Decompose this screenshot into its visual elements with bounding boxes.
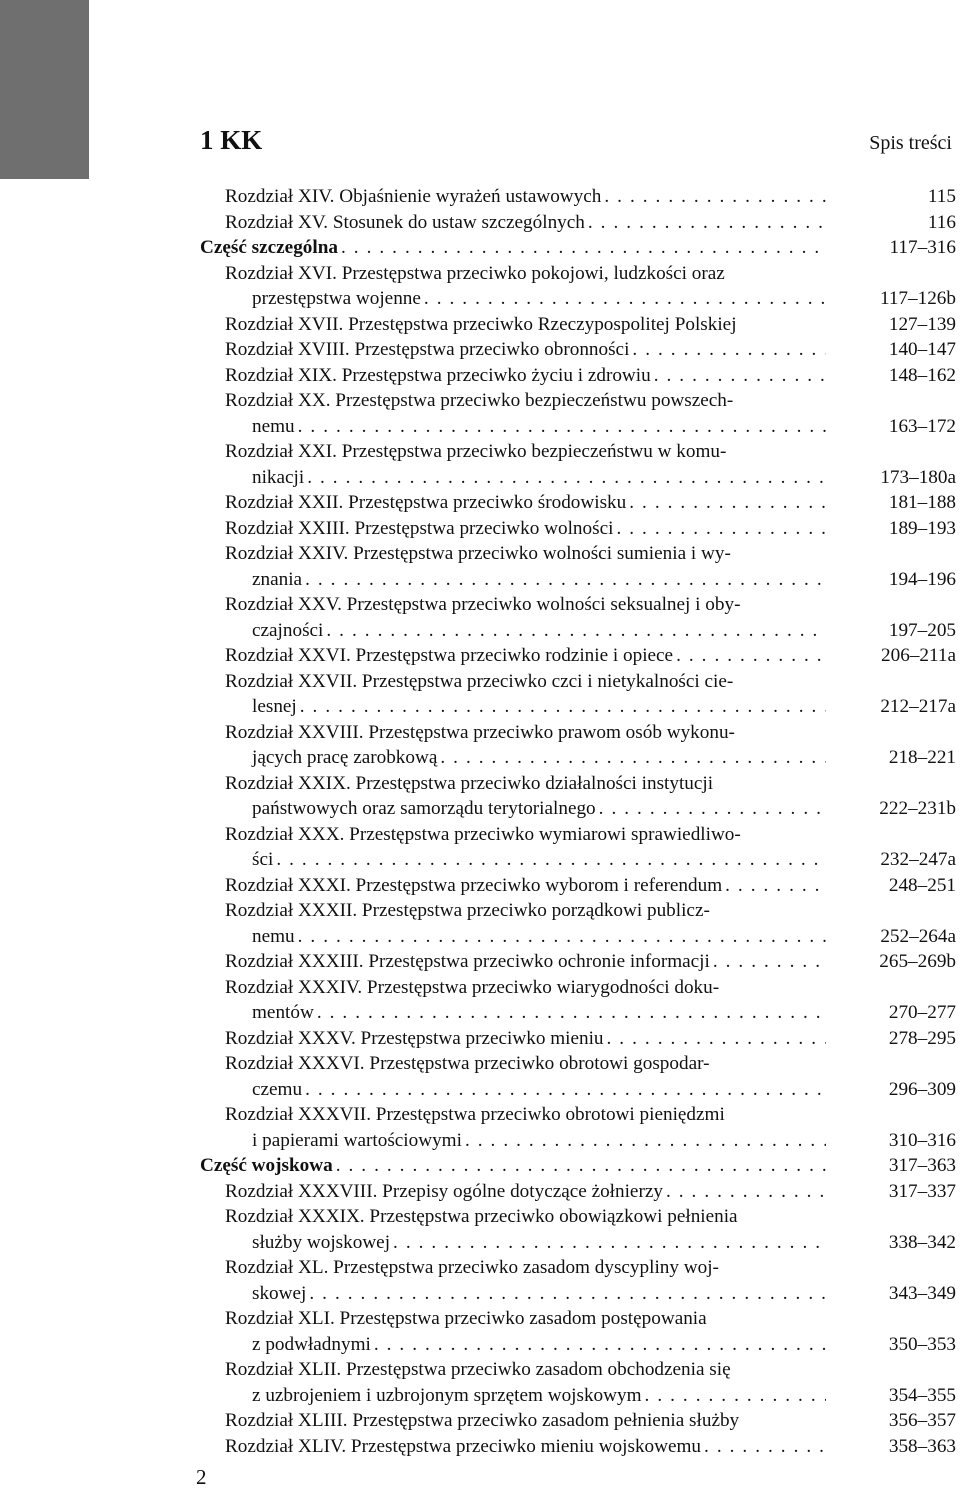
toc-chapter-entry	[200, 720, 956, 771]
toc-line	[200, 363, 956, 389]
toc-entry-pages: 206–211a	[881, 645, 956, 666]
toc-entry-pages: 265–269b	[879, 951, 956, 972]
toc-line	[200, 465, 956, 491]
dot-leader	[317, 1000, 826, 1026]
toc-chapter-entry	[200, 184, 956, 210]
toc-entry-title: Rozdział XLI. Przestępstwa przeciwko zasadom postępowania	[225, 1308, 707, 1329]
toc-entry-title: znania	[252, 568, 303, 590]
toc-line	[200, 490, 956, 516]
dot-leader	[307, 465, 826, 491]
toc-entry-pages: 197–205	[888, 619, 956, 641]
toc-entry-title: Rozdział XLIII. Przestępstwa przeciwko zasadom pełnienia służby	[225, 1410, 740, 1431]
toc-chapter-entry	[200, 337, 956, 363]
toc-chapter-entry	[200, 898, 956, 949]
toc-line	[200, 1434, 956, 1460]
toc-entry-pages: 252–264a	[880, 925, 956, 947]
toc-entry-pages: 148–162	[888, 364, 956, 386]
toc-line	[200, 1357, 956, 1383]
toc-entry-title: Rozdział XVI. Przestępstwa przeciwko pokojowi, ludzkości oraz	[225, 262, 725, 284]
toc-chapter-entry	[200, 1204, 956, 1255]
toc-entry-pages: 356–357	[888, 1410, 956, 1431]
toc-entry-pages: 317–337	[888, 1180, 956, 1202]
toc-entry-title: mentów	[252, 1002, 314, 1023]
toc-chapter-entry	[200, 261, 956, 312]
toc-chapter-entry	[200, 669, 956, 720]
toc-entry-title: Rozdział XXIII. Przestępstwa przeciwko wolności	[225, 517, 614, 539]
toc-line	[200, 1230, 956, 1256]
toc-entry-title: Rozdział XX. Przestępstwa przeciwko bezpieczeństwu powszech-	[225, 390, 734, 411]
toc-line	[200, 1332, 956, 1358]
toc-line	[200, 1153, 956, 1179]
toc-chapter-entry	[200, 1102, 956, 1153]
toc-entry-pages: 354–355	[888, 1384, 956, 1406]
toc-entry-title: z podwładnymi	[252, 1333, 371, 1355]
toc-chapter-entry	[200, 210, 956, 236]
toc-entry-title: Rozdział XXV. Przestępstwa przeciwko wolności seksualnej i oby-	[225, 594, 741, 615]
dot-leader	[305, 1077, 826, 1103]
toc-chapter-entry	[200, 312, 956, 338]
toc-entry-title: Rozdział XLII. Przestępstwa przeciwko zasadom obchodzenia się	[225, 1359, 731, 1380]
toc-entry-title: czemu	[252, 1078, 303, 1100]
toc-entry-pages: 317–363	[888, 1155, 956, 1176]
toc-line	[200, 439, 956, 465]
toc-entry-pages: 343–349	[888, 1282, 956, 1304]
toc-line	[200, 388, 956, 414]
toc-line	[200, 1026, 956, 1052]
toc-line	[200, 235, 956, 261]
toc-chapter-entry	[200, 873, 956, 899]
toc-entry-pages: 338–342	[888, 1231, 956, 1253]
toc-entry-pages: 218–221	[888, 747, 956, 768]
toc-line	[200, 898, 956, 924]
toc-entry-pages: 350–353	[888, 1333, 956, 1355]
toc-line	[200, 949, 956, 975]
toc-chapter-entry	[200, 541, 956, 592]
toc-entry-title: Rozdział XXXIV. Przestępstwa przeciwko wiarygodności doku-	[225, 976, 720, 998]
toc-entry-title: Rozdział XXXIII. Przestępstwa przeciwko ochronie informacji	[225, 951, 710, 972]
toc-entry-title: Rozdział XXI. Przestępstwa przeciwko bezpieczeństwu w komu-	[225, 441, 727, 462]
toc-entry-title: służby wojskowej	[252, 1231, 391, 1253]
toc-entry-title: Rozdział XXVIII. Przestępstwa przeciwko prawom osób wykonu-	[225, 721, 735, 743]
dot-leader	[616, 516, 826, 542]
toc-line	[200, 592, 956, 618]
dot-leader	[298, 924, 826, 950]
toc-line	[200, 1383, 956, 1409]
toc-entry-pages: 296–309	[888, 1078, 956, 1100]
toc-entry-title: Rozdział XXVII. Przestępstwa przeciwko czci i nietykalności cie-	[225, 670, 734, 692]
dot-leader	[604, 184, 826, 210]
toc-line	[200, 873, 956, 899]
toc-line	[200, 796, 956, 822]
dot-leader	[713, 949, 826, 975]
dot-leader	[336, 1153, 826, 1179]
dot-leader	[607, 1026, 826, 1052]
toc-line	[200, 184, 956, 210]
gray-thumb-tab	[0, 0, 89, 179]
toc-entry-title: Rozdział XV. Stosunek do ustaw szczególnych	[225, 211, 585, 233]
toc-line	[200, 1408, 956, 1434]
toc-line	[200, 1000, 956, 1026]
toc-chapter-entry	[200, 1026, 956, 1052]
toc-chapter-entry	[200, 822, 956, 873]
toc-line	[200, 822, 956, 848]
toc-entry-title: Rozdział XXIV. Przestępstwa przeciwko wolności sumienia i wy-	[225, 543, 731, 564]
toc-entry-title: czajności	[252, 619, 324, 641]
toc-chapter-entry	[200, 388, 956, 439]
toc-entry-title: Rozdział XXXV. Przestępstwa przeciwko mieniu	[225, 1027, 604, 1049]
toc-entry-pages: 116	[927, 211, 956, 233]
toc-entry-title: Rozdział XXX. Przestępstwa przeciwko wymiarowi sprawiedliwo-	[225, 823, 741, 845]
page-number: 2	[196, 1465, 207, 1489]
toc-line	[200, 618, 956, 644]
toc-entry-title: Rozdział XVIII. Przestępstwa przeciwko obronności	[225, 339, 630, 360]
table-of-contents	[200, 184, 956, 1459]
toc-line	[200, 924, 956, 950]
toc-chapter-entry	[200, 1306, 956, 1357]
dot-leader	[645, 1383, 826, 1409]
dot-leader	[309, 1281, 826, 1307]
toc-entry-title: Rozdział XXXVI. Przestępstwa przeciwko obrotowi gospodar-	[225, 1053, 710, 1074]
toc-entry-pages: 181–188	[888, 492, 956, 513]
toc-line	[200, 1179, 956, 1205]
toc-entry-title: Rozdział XXIX. Przestępstwa przeciwko działalności instytucji	[225, 772, 714, 794]
dot-leader	[588, 210, 826, 236]
toc-chapter-entry	[200, 439, 956, 490]
toc-line	[200, 771, 956, 797]
toc-entry-title: Część szczególna	[200, 237, 338, 258]
dot-leader	[632, 337, 826, 363]
dot-leader	[326, 618, 826, 644]
dot-leader	[704, 1434, 826, 1460]
toc-entry-pages: 310–316	[888, 1129, 956, 1151]
toc-entry-pages: 140–147	[888, 339, 956, 360]
toc-line	[200, 286, 956, 312]
toc-entry-title: Rozdział XXVI. Przestępstwa przeciwko rodzinie i opiece	[225, 645, 674, 666]
toc-entry-title: Rozdział XVII. Przestępstwa przeciwko Rzeczypospolitej Polskiej	[225, 313, 737, 335]
toc-entry-title: Rozdział XXXVII. Przestępstwa przeciwko obrotowi pieniędzmi	[225, 1104, 725, 1125]
toc-line	[200, 745, 956, 771]
toc-line	[200, 1281, 956, 1307]
toc-entry-title: Rozdział XIV. Objaśnienie wyrażeń ustawowych	[225, 186, 602, 207]
toc-chapter-entry	[200, 490, 956, 516]
toc-chapter-entry	[200, 363, 956, 389]
toc-line	[200, 847, 956, 873]
toc-chapter-entry	[200, 643, 956, 669]
toc-entry-title: i papierami wartościowymi	[252, 1129, 462, 1151]
toc-entry-pages: 194–196	[888, 568, 956, 590]
toc-chapter-entry	[200, 1051, 956, 1102]
toc-part-entry	[200, 1153, 956, 1179]
toc-entry-pages: 117–126b	[879, 288, 956, 309]
toc-entry-title: przestępstwa wojenne	[252, 288, 421, 309]
dot-leader	[654, 363, 826, 389]
dot-leader	[341, 235, 826, 261]
dot-leader	[424, 286, 826, 312]
toc-line	[200, 1051, 956, 1077]
toc-chapter-entry	[200, 1434, 956, 1460]
toc-entry-title: państwowych oraz samorządu terytorialnego	[252, 798, 596, 819]
toc-line	[200, 1255, 956, 1281]
toc-entry-title: z uzbrojeniem i uzbrojonym sprzętem wojskowym	[252, 1384, 642, 1406]
toc-entry-title: lesnej	[252, 696, 297, 717]
toc-line	[200, 1077, 956, 1103]
toc-line	[200, 1306, 956, 1332]
toc-line	[200, 720, 956, 746]
toc-entry-title: nikacji	[252, 466, 305, 488]
toc-entry-title: Rozdział XXXVIII. Przepisy ogólne dotyczące żołnierzy	[225, 1180, 663, 1202]
dot-leader	[666, 1179, 826, 1205]
dot-leader	[374, 1332, 826, 1358]
toc-entry-title: Rozdział XXXII. Przestępstwa przeciwko porządkowi publicz-	[225, 900, 710, 921]
toc-line	[200, 643, 956, 669]
toc-entry-title: Rozdział XL. Przestępstwa przeciwko zasadom dyscypliny woj-	[225, 1257, 719, 1278]
toc-line	[200, 1204, 956, 1230]
dot-leader	[440, 745, 826, 771]
toc-entry-title: jących pracę zarobkową	[252, 747, 438, 768]
toc-chapter-entry	[200, 592, 956, 643]
dot-leader	[300, 694, 826, 720]
toc-entry-title: ści	[252, 849, 274, 870]
toc-entry-title: Rozdział XXXIX. Przestępstwa przeciwko obowiązkowi pełnienia	[225, 1206, 738, 1227]
dot-leader	[465, 1128, 826, 1154]
dot-leader	[725, 873, 826, 899]
toc-entry-pages: 212–217a	[880, 696, 956, 717]
toc-chapter-entry	[200, 1408, 956, 1434]
dot-leader	[393, 1230, 826, 1256]
dot-leader	[305, 567, 826, 593]
toc-line	[200, 210, 956, 236]
toc-line	[200, 1102, 956, 1128]
toc-part-entry	[200, 235, 956, 261]
toc-chapter-entry	[200, 975, 956, 1026]
dot-leader	[629, 490, 826, 516]
toc-entry-title: skowej	[252, 1282, 307, 1304]
running-header-right: Spis treści	[869, 132, 952, 154]
dot-leader	[276, 847, 826, 873]
toc-chapter-entry	[200, 1179, 956, 1205]
toc-entry-pages: 232–247a	[880, 849, 956, 870]
toc-entry-title: Rozdział XXXI. Przestępstwa przeciwko wyborom i referendum	[225, 874, 723, 896]
toc-entry-pages: 163–172	[888, 415, 956, 437]
toc-line	[200, 312, 956, 338]
toc-entry-pages: 117–316	[889, 237, 956, 258]
dot-leader	[676, 643, 826, 669]
toc-entry-title: Część wojskowa	[200, 1155, 333, 1176]
dot-leader	[298, 414, 826, 440]
toc-entry-title: Rozdział XIX. Przestępstwa przeciwko życiu i zdrowiu	[225, 364, 651, 386]
toc-entry-title: Rozdział XLIV. Przestępstwa przeciwko mieniu wojskowemu	[225, 1435, 702, 1457]
toc-line	[200, 694, 956, 720]
toc-line	[200, 567, 956, 593]
toc-chapter-entry	[200, 516, 956, 542]
toc-entry-pages: 278–295	[888, 1027, 956, 1049]
toc-entry-pages: 189–193	[888, 517, 956, 539]
toc-entry-pages: 115	[927, 186, 956, 207]
toc-line	[200, 541, 956, 567]
toc-entry-pages: 270–277	[888, 1002, 956, 1023]
toc-line	[200, 414, 956, 440]
toc-entry-title: Rozdział XXII. Przestępstwa przeciwko środowisku	[225, 492, 627, 513]
toc-line	[200, 516, 956, 542]
toc-line	[200, 669, 956, 695]
running-header-left: 1 KK	[200, 125, 263, 155]
toc-chapter-entry	[200, 1255, 956, 1306]
toc-line	[200, 975, 956, 1001]
toc-entry-title: nemu	[252, 925, 295, 947]
toc-entry-title: nemu	[252, 415, 295, 437]
toc-line	[200, 261, 956, 287]
toc-entry-pages: 173–180a	[880, 466, 956, 488]
toc-line	[200, 337, 956, 363]
toc-chapter-entry	[200, 949, 956, 975]
toc-entry-pages: 222–231b	[879, 798, 956, 819]
toc-entry-pages: 358–363	[888, 1435, 956, 1457]
toc-entry-pages: 127–139	[888, 313, 956, 335]
toc-line	[200, 1128, 956, 1154]
toc-entry-pages: 248–251	[888, 874, 956, 896]
dot-leader	[599, 796, 826, 822]
toc-chapter-entry	[200, 771, 956, 822]
toc-chapter-entry	[200, 1357, 956, 1408]
